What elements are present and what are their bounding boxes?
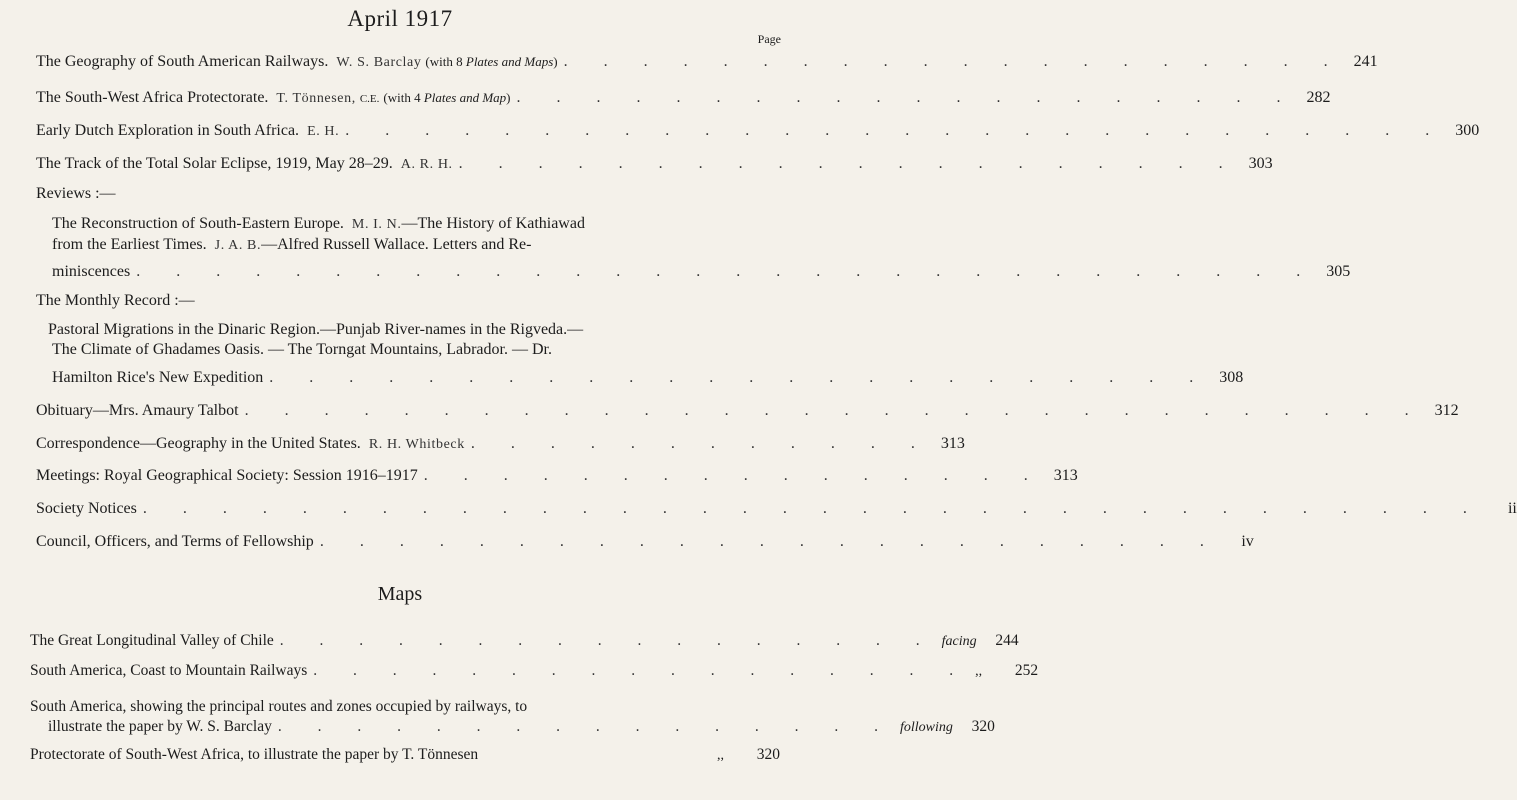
review-title-reconstruction: The Reconstruction of South-Eastern Europe. — [52, 215, 344, 232]
map-position: following — [899, 720, 953, 735]
entry-author: E. H. — [307, 124, 340, 139]
toc-entry-geography-sa-railways[interactable] — [36, 53, 1378, 72]
record-line-3: Hamilton Rice's New Expedition — [52, 369, 264, 386]
dot-leader: . . . . . . . . . . . . . . . . . . . . . . . . . . . . — [345, 122, 1446, 139]
entry-title: Council, Officers, and Terms of Fellowship — [36, 533, 314, 550]
dot-leader: . . . . . . . . . . . . . . . . — [277, 718, 894, 735]
toc-entry-society-notices[interactable] — [36, 500, 1517, 518]
toc-entry-monthly-record[interactable] — [48, 320, 1244, 388]
map-entry-principal-routes[interactable] — [30, 697, 995, 738]
entry-note-italic: Plates and Maps — [465, 54, 554, 69]
entry-author-suffix: C.E. — [359, 93, 380, 105]
review-author-min: M. I. N. — [351, 217, 402, 232]
map-position: ,, — [717, 748, 724, 763]
toc-entry-obituary[interactable] — [36, 402, 1459, 420]
toc-entry-council[interactable] — [36, 533, 1254, 551]
review-title-wallace-cont: miniscences — [52, 263, 131, 280]
entry-page: 303 — [1248, 155, 1273, 172]
entry-author: R. H. Whitbeck — [368, 437, 465, 452]
entry-page: 313 — [1053, 467, 1078, 484]
map-entry-chile-valley[interactable] — [30, 632, 1019, 651]
entry-author: W. S. Barclay — [336, 55, 422, 70]
map-position: facing — [941, 634, 977, 649]
entry-page: 312 — [1434, 402, 1459, 419]
dot-leader: . . . . . . . . . . . . . . . . . — [279, 632, 936, 649]
monthly-record-heading: The Monthly Record :— — [36, 292, 195, 309]
toc-entry-reviews[interactable] — [52, 214, 1351, 282]
dot-leader: . . . . . . . . . . . . . . . . . . . . . . . — [319, 533, 1220, 550]
maps-heading: Maps — [377, 583, 423, 605]
map-entry-coast-mountain[interactable] — [30, 662, 1039, 681]
dot-leader: . . . . . . . . . . . . . . . . . . . . — [563, 53, 1344, 70]
map-title-line-1: South America, showing the principal routes and zones occupied by railways, to — [30, 698, 528, 715]
record-line-2: The Climate of Ghadames Oasis. — The Torngat Mountains, Labrador. — Dr. — [52, 341, 552, 358]
entry-page: ii — [1507, 500, 1517, 517]
entry-author: A. R. H. — [400, 157, 453, 172]
dot-leader: . . . . . . . . . . . . . . . . . — [313, 662, 970, 679]
dot-leader: . . . . . . . . . . . . . . . . — [423, 467, 1044, 484]
dot-leader: . . . . . . . . . . . . . . . . . . . . . . . . . . . . . . — [136, 263, 1317, 280]
toc-entry-solar-eclipse[interactable] — [36, 155, 1273, 174]
review-title-wallace: —Alfred Russell Wallace. Letters and Re- — [261, 236, 532, 253]
toc-entry-meetings[interactable] — [36, 467, 1078, 485]
map-page: 320 — [971, 718, 995, 735]
review-title-kathiawad-cont: from the Earliest Times. — [52, 236, 207, 253]
issue-title: April 1917 — [347, 6, 453, 31]
record-line-1: Pastoral Migrations in the Dinaric Region.—Punjab River-names in the Rigveda.— — [48, 321, 584, 338]
entry-title: The Track of the Total Solar Eclipse, 1919, May 28–29. — [36, 155, 393, 172]
entry-note-italic: Plates and Map — [423, 90, 507, 105]
entry-title: Society Notices — [36, 500, 137, 517]
dot-leader: . . . . . . . . . . . . . . . . . . . . — [458, 155, 1239, 172]
entry-title: Correspondence—Geography in the United States. — [36, 435, 361, 452]
review-author-jab: J. A. B. — [214, 238, 262, 253]
entry-title: Early Dutch Exploration in South Africa. — [36, 122, 300, 139]
entry-title: Meetings: Royal Geographical Society: Session 1916–1917 — [36, 467, 418, 484]
map-entry-sw-africa[interactable] — [30, 746, 780, 765]
dot-leader: . . . . . . . . . . . . — [470, 435, 931, 452]
map-page: 244 — [995, 632, 1019, 649]
review-title-kathiawad: —The History of Kathiawad — [401, 215, 585, 232]
entry-title: Obituary—Mrs. Amaury Talbot — [36, 402, 239, 419]
dot-leader: . . . . . . . . . . . . . . . . . . . . . . . . — [269, 369, 1210, 386]
reviews-heading: Reviews :— — [36, 185, 116, 202]
entry-page: 300 — [1455, 122, 1480, 139]
entry-title: The South-West Africa Protectorate. — [36, 89, 269, 106]
entry-author: T. Tönnesen, — [276, 91, 356, 106]
page-column-label: Page — [757, 32, 781, 46]
entry-note-pre: (with 8 — [425, 54, 466, 69]
entry-page: 241 — [1353, 53, 1378, 70]
map-page: 252 — [1014, 662, 1039, 679]
dot-leader: . . . . . . . . . . . . . . . . . . . . . . . . . . . . . . . . . . — [142, 500, 1483, 517]
map-page: 320 — [756, 746, 780, 763]
toc-entry-early-dutch[interactable] — [36, 122, 1480, 141]
map-title: The Great Longitudinal Valley of Chile — [30, 632, 274, 649]
map-title: Protectorate of South-West Africa, to illustrate the paper by T. Tönnesen — [30, 746, 479, 763]
map-title-line-2: illustrate the paper by W. S. Barclay — [48, 718, 272, 735]
toc-entry-correspondence[interactable] — [36, 435, 965, 454]
entry-title: The Geography of South American Railways. — [36, 53, 329, 70]
entry-page: 282 — [1306, 89, 1331, 106]
entry-page: 305 — [1326, 263, 1351, 280]
toc-entry-sw-africa-protectorate[interactable] — [36, 89, 1331, 108]
map-position: ,, — [975, 664, 983, 679]
entry-page: 313 — [940, 435, 965, 452]
dot-leader: . . . . . . . . . . . . . . . . . . . . — [516, 89, 1297, 106]
entry-note-pre: (with 4 — [383, 90, 424, 105]
entry-note-post: ) — [506, 90, 511, 105]
dot-leader: . . . . . . . . . . . . . . . . . . . . . . . . . . . . . . — [244, 402, 1425, 419]
map-title: South America, Coast to Mountain Railways — [30, 662, 308, 679]
entry-page: 308 — [1219, 369, 1244, 386]
entry-note-post: ) — [553, 54, 558, 69]
entry-page: iv — [1241, 533, 1254, 550]
